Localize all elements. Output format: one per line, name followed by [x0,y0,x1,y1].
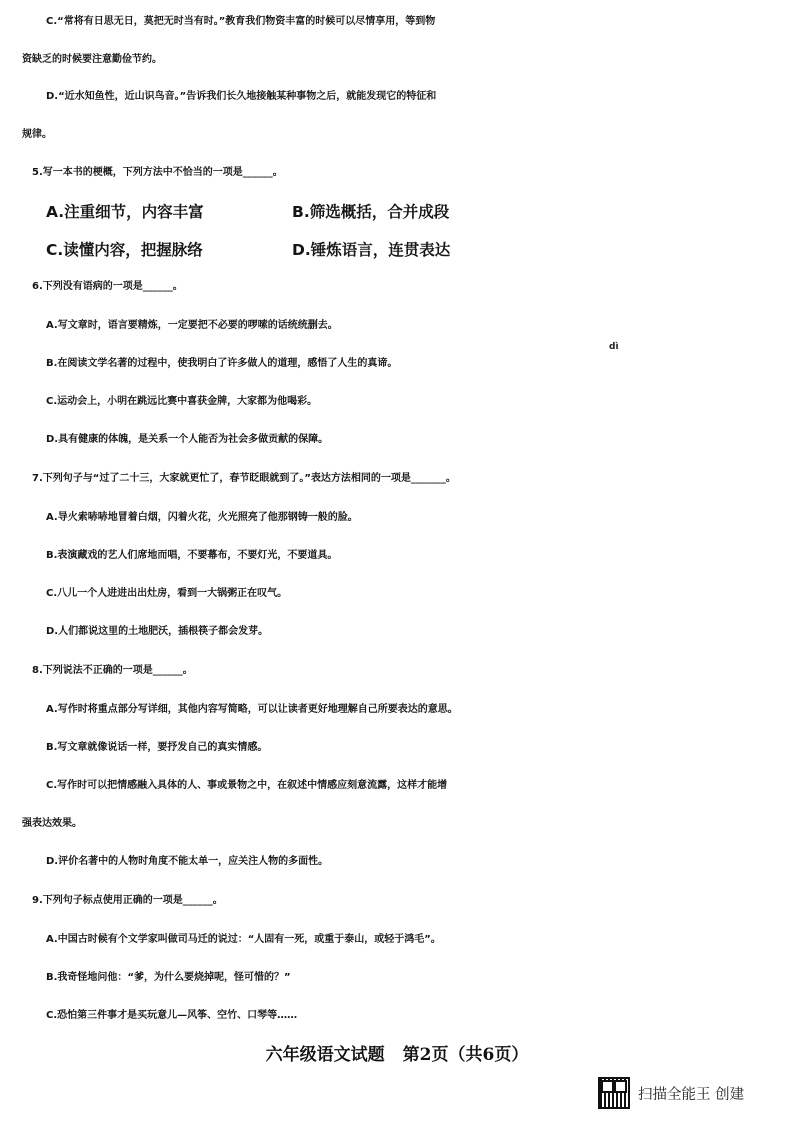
text-line: 资缺乏的时候要注意勤俭节约。 [22,54,162,65]
footer-title: 六年级语文试题 [265,1045,385,1065]
q5-option: A.注重细节，内容丰富 [46,203,204,221]
text-line: B.表演藏戏的艺人们席地而唱，不要幕布，不要灯光，不要道具。 [46,550,338,561]
text-line: A.写文章时，语言要精炼，一定要把不必要的啰嗦的话统统删去。 [46,320,338,331]
text-line: C.写作时可以把情感融入具体的人、事或景物之中，在叙述中情感应刻意流露，这样才能增 [46,780,448,791]
question-stem: 5.写一本书的梗概，下列方法中不恰当的一项是______。 [32,167,283,178]
text-line: B.在阅读文学名著的过程中，使我明白了许多做人的道理，感悟了人生的真谛。 [46,358,398,369]
scanner-watermark [598,1076,744,1110]
qr-code-icon [598,1077,630,1109]
pinyin-annotation: dì [609,342,619,352]
text-line: C.运动会上，小明在跳远比赛中喜获金牌，大家都为他喝彩。 [46,396,318,407]
text-line: 规律。 [22,129,52,140]
text-line: D.评价名著中的人物时角度不能太单一，应关注人物的多面性。 [46,856,329,867]
scanner-watermark-text: 扫描全能王 创建 [638,1086,745,1103]
text-line: C.八儿一个人进进出出灶房，看到一大锅粥正在叹气。 [46,588,288,599]
question-stem: 7.下列句子与“过了二十三，大家就更忙了，春节眨眼就到了。”表达方法相同的一项是_______。 [32,473,456,484]
footer-page-number: 第2页（共6页） [402,1045,529,1065]
text-line: 强表达效果。 [22,818,82,829]
text-line: B.写文章就像说话一样，要抒发自己的真实情感。 [46,742,268,753]
question-stem: 9.下列句子标点使用正确的一项是______。 [32,895,223,906]
text-line: A.导火索哧哧地冒着白烟，闪着火花，火光照亮了他那钢铸一般的脸。 [46,512,358,523]
text-line: D.人们都说这里的土地肥沃，插根筷子都会发芽。 [46,626,269,637]
question-stem: 6.下列没有语病的一项是______。 [32,281,183,292]
text-line: A.写作时将重点部分写详细，其他内容写简略，可以让读者更好地理解自己所要表达的意思。 [46,704,458,715]
page-footer [0,1040,794,1065]
text-line: A.中国古时候有个文学家叫做司马迁的说过：“人固有一死，或重于泰山，或轻于鸿毛”。 [46,934,441,945]
q5-option: D.锤炼语言，连贯表达 [292,241,451,259]
text-line: C.“常将有日思无日，莫把无时当有时。”教育我们物资丰富的时候可以尽情享用，等到物 [46,16,436,27]
q5-option: B.筛选概括，合并成段 [292,203,450,221]
question-stem: 8.下列说法不正确的一项是______。 [32,665,193,676]
text-line: D.“近水知鱼性，近山识鸟音。”告诉我们长久地接触某种事物之后，就能发现它的特征和 [46,91,437,102]
text-line: D.具有健康的体魄，是关系一个人能否为社会多做贡献的保障。 [46,434,329,445]
q5-option: C.读懂内容，把握脉络 [46,241,203,259]
text-line: C.恐怕第三件事才是买玩意儿—风筝、空竹、口琴等…… [46,1010,298,1021]
text-line: B.我奇怪地问他：“爹，为什么要烧掉呢，怪可惜的？” [46,972,291,983]
